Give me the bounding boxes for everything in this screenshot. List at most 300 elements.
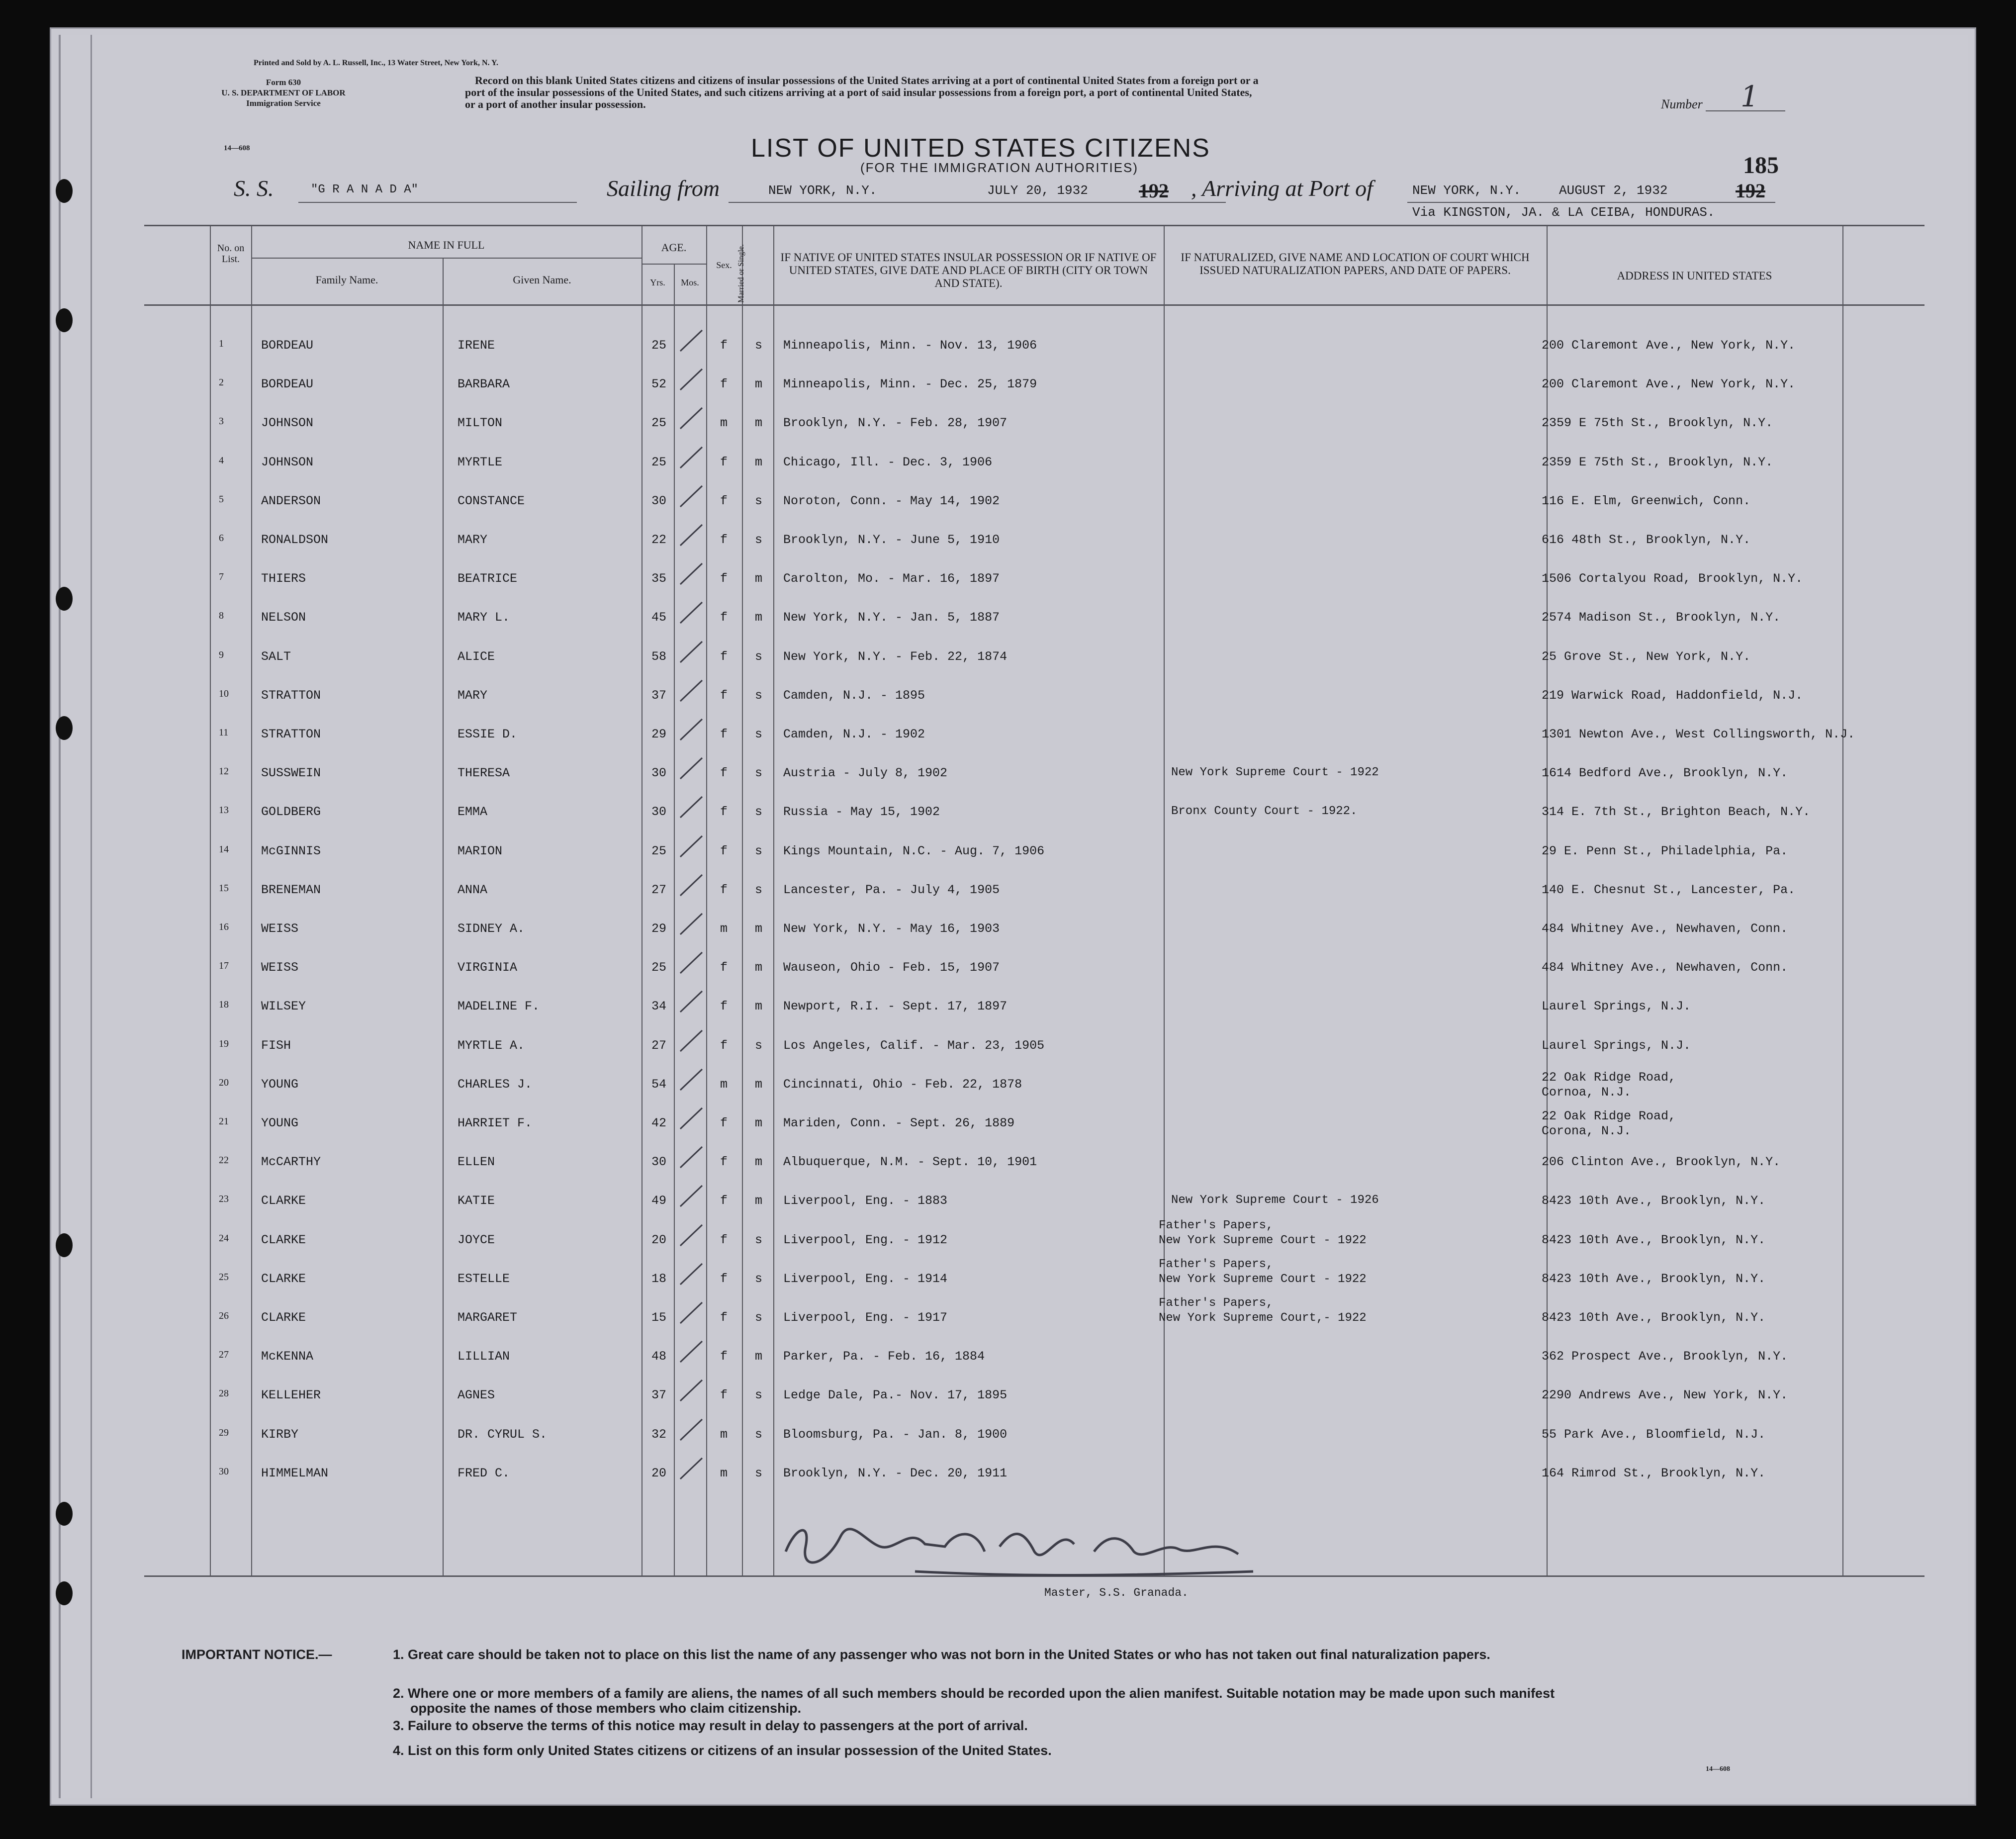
marital-status: s — [755, 1466, 763, 1480]
age-years: 20 — [651, 1466, 667, 1480]
sex: m — [720, 416, 728, 430]
address: 1506 Cortalyou Road, Brooklyn, N.Y. — [1542, 571, 1803, 586]
page-number: 185 — [1743, 152, 1779, 179]
sex: m — [720, 1077, 728, 1092]
marital-status: s — [755, 805, 763, 819]
address: 29 E. Penn St., Philadelphia, Pa. — [1542, 844, 1788, 858]
address: 2574 Madison St., Brooklyn, N.Y. — [1542, 610, 1781, 625]
form-code: 14—608 — [224, 144, 250, 152]
age-years: 30 — [651, 1155, 667, 1169]
check-tick-icon — [676, 405, 706, 435]
age-years: 25 — [651, 960, 667, 975]
age-years: 25 — [651, 844, 667, 858]
printer-line: Printed and Sold by A. L. Russell, Inc., 13 Water Street, New York, N. Y. — [254, 59, 499, 67]
row-number: 7 — [219, 571, 224, 582]
family-name: NELSON — [261, 610, 306, 625]
row-number: 16 — [219, 921, 229, 932]
check-tick-icon — [676, 639, 706, 668]
binder-hole — [56, 587, 73, 611]
age-years: 30 — [651, 766, 667, 780]
address: Laurel Springs, N.J. — [1542, 999, 1691, 1013]
age-years: 48 — [651, 1349, 667, 1364]
row-number: 4 — [219, 455, 224, 466]
age-years: 25 — [651, 338, 667, 353]
sex: f — [720, 571, 728, 586]
row-number: 12 — [219, 766, 229, 777]
birth-place-date: Brooklyn, N.Y. - June 5, 1910 — [783, 533, 1000, 547]
col-divider — [674, 264, 675, 1576]
birth-place-date: Ledge Dale, Pa.- Nov. 17, 1895 — [783, 1388, 1008, 1402]
given-name: MARY — [458, 533, 488, 547]
naturalization-court: New York Supreme Court,- 1922 — [1159, 1311, 1367, 1325]
row-number: 24 — [219, 1233, 229, 1244]
marital-status: s — [755, 1310, 763, 1325]
family-name: BORDEAU — [261, 377, 314, 391]
family-name: JOHNSON — [261, 416, 314, 430]
arriving-port: NEW YORK, N.Y. — [1412, 183, 1521, 198]
sex: f — [720, 766, 728, 780]
check-tick-icon — [676, 1222, 706, 1252]
given-name: JOYCE — [458, 1233, 495, 1247]
row-number: 18 — [219, 999, 229, 1010]
sex: f — [720, 1194, 728, 1208]
age-years: 58 — [651, 649, 667, 664]
birth-place-date: Austria - July 8, 1902 — [783, 766, 948, 780]
family-name: CLARKE — [261, 1233, 306, 1247]
given-name: IRENE — [458, 338, 495, 353]
address: 616 48th St., Brooklyn, N.Y. — [1542, 533, 1751, 547]
sex: m — [720, 921, 728, 936]
given-name: MARY — [458, 688, 488, 703]
birth-place-date: Chicago, Ill. - Dec. 3, 1906 — [783, 455, 993, 469]
sex: f — [720, 455, 728, 469]
address: 25 Grove St., New York, N.Y. — [1542, 649, 1751, 664]
col-divider — [251, 225, 252, 1576]
col-mos: Mos. — [681, 277, 699, 287]
family-name: WEISS — [261, 921, 299, 936]
sex: f — [720, 610, 728, 625]
family-name: RONALDSON — [261, 533, 329, 547]
birth-place-date: Camden, N.J. - 1895 — [783, 688, 925, 703]
given-name: EMMA — [458, 805, 488, 819]
age-years: 25 — [651, 455, 667, 469]
marital-status: m — [755, 960, 763, 975]
address: 140 E. Chesnut St., Lancester, Pa. — [1542, 883, 1796, 897]
family-name: YOUNG — [261, 1116, 299, 1130]
marital-status: m — [755, 1116, 763, 1130]
age-years: 30 — [651, 805, 667, 819]
col-yrs: Yrs. — [650, 277, 665, 287]
address: 362 Prospect Ave., Brooklyn, N.Y. — [1542, 1349, 1788, 1364]
family-name: McCARTHY — [261, 1155, 321, 1169]
check-tick-icon — [676, 911, 706, 940]
birth-place-date: Los Angeles, Calif. - Mar. 23, 1905 — [783, 1038, 1045, 1053]
col-divider — [706, 225, 707, 1576]
family-name: McKENNA — [261, 1349, 314, 1364]
age-years: 15 — [651, 1310, 667, 1325]
check-tick-icon — [676, 1066, 706, 1096]
family-name: GOLDBERG — [261, 805, 321, 819]
birth-place-date: Camden, N.J. - 1902 — [783, 727, 925, 741]
binder-hole — [56, 1233, 73, 1257]
naturalization-court: New York Supreme Court - 1922 — [1159, 1273, 1367, 1286]
department: U. S. DEPARTMENT OF LABOR — [221, 88, 346, 97]
sex: f — [720, 1388, 728, 1402]
name-subhead-rule — [251, 258, 641, 259]
binder-hole — [56, 716, 73, 740]
row-number: 9 — [219, 649, 224, 660]
binder-hole — [56, 179, 73, 203]
given-name: MYRTLE A. — [458, 1038, 525, 1053]
col-sex: Sex. — [716, 260, 732, 270]
given-name: THERESA — [458, 766, 510, 780]
address: 164 Rimrod St., Brooklyn, N.Y. — [1542, 1466, 1766, 1480]
arriving-underline — [1407, 202, 1775, 203]
address: 2290 Andrews Ave., New York, N.Y. — [1542, 1388, 1788, 1402]
address: 8423 10th Ave., Brooklyn, N.Y. — [1542, 1194, 1766, 1208]
sex: f — [720, 999, 728, 1013]
birth-place-date: Noroton, Conn. - May 14, 1902 — [783, 494, 1000, 508]
birth-place-date: Albuquerque, N.M. - Sept. 10, 1901 — [783, 1155, 1037, 1169]
birth-place-date: Mariden, Conn. - Sept. 26, 1889 — [783, 1116, 1015, 1130]
row-number: 8 — [219, 610, 224, 621]
family-name: STRATTON — [261, 727, 321, 741]
address: 8423 10th Ave., Brooklyn, N.Y. — [1542, 1272, 1766, 1286]
sex: f — [720, 649, 728, 664]
col-no-on-list: No. on List. — [217, 243, 245, 265]
check-tick-icon — [676, 988, 706, 1018]
address: Laurel Springs, N.J. — [1542, 1038, 1691, 1053]
given-name: BEATRICE — [458, 571, 518, 586]
age-years: 54 — [651, 1077, 667, 1092]
arriving-date: AUGUST 2, 1932 — [1559, 183, 1668, 198]
birth-place-date: New York, N.Y. - Jan. 5, 1887 — [783, 610, 1000, 625]
row-number: 14 — [219, 844, 229, 855]
family-name: BRENEMAN — [261, 883, 321, 897]
age-years: 20 — [651, 1233, 667, 1247]
marital-status: s — [755, 1233, 763, 1247]
table-top-rule — [144, 225, 1924, 226]
family-name: THIERS — [261, 571, 306, 586]
sex: f — [720, 688, 728, 703]
given-name: KATIE — [458, 1194, 495, 1208]
table-header-rule — [144, 304, 1924, 306]
binder-hole — [56, 1502, 73, 1526]
marital-status: s — [755, 844, 763, 858]
marital-status: s — [755, 883, 763, 897]
col-divider — [1164, 225, 1165, 1576]
marital-status: s — [755, 1038, 763, 1053]
given-name: HARRIET F. — [458, 1116, 533, 1130]
row-number: 3 — [219, 416, 224, 427]
sex: f — [720, 1272, 728, 1286]
record-note-3: or a port of another insular possession. — [465, 98, 646, 110]
record-note-2: port of the insular possessions of the United States, and such citizens arriving at a port of said insular possessions from a foreign port, a port of continental United States, — [465, 86, 1252, 98]
sex: f — [720, 1233, 728, 1247]
birth-place-date: Minneapolis, Minn. - Dec. 25, 1879 — [783, 377, 1037, 391]
age-years: 27 — [651, 1038, 667, 1053]
address: 219 Warwick Road, Haddonfield, N.J. — [1542, 688, 1803, 703]
row-number: 1 — [219, 338, 224, 349]
family-name: BORDEAU — [261, 338, 314, 353]
master-caption: Master, S.S. Granada. — [1044, 1586, 1189, 1599]
marital-status: s — [755, 766, 763, 780]
marital-status: m — [755, 1194, 763, 1208]
given-name: CHARLES J. — [458, 1077, 533, 1092]
birth-place-date: Wauseon, Ohio - Feb. 15, 1907 — [783, 960, 1000, 975]
birth-place-date: Carolton, Mo. - Mar. 16, 1897 — [783, 571, 1000, 586]
check-tick-icon — [676, 327, 706, 357]
naturalization-court: New York Supreme Court - 1922 — [1171, 766, 1379, 779]
address: 314 E. 7th St., Brighton Beach, N.Y. — [1542, 805, 1811, 819]
row-number: 29 — [219, 1427, 229, 1438]
check-tick-icon — [676, 1144, 706, 1174]
address-line-2: Cornoa, N.J. — [1542, 1085, 1632, 1100]
age-years: 45 — [651, 610, 667, 625]
document-subtitle: (FOR THE IMMIGRATION AUTHORITIES) — [860, 160, 1139, 175]
family-name: HIMMELMAN — [261, 1466, 329, 1480]
notice-item-4: 4. List on this form only United States citizens or citizens of an insular possession of the United States. — [393, 1743, 1052, 1758]
birth-place-date: Parker, Pa. - Feb. 16, 1884 — [783, 1349, 985, 1364]
form-number: Form 630 — [266, 78, 301, 87]
sex: m — [720, 1466, 728, 1480]
row-number: 10 — [219, 688, 229, 699]
age-years: 37 — [651, 1388, 667, 1402]
naturalization-court: Father's Papers, — [1159, 1219, 1274, 1232]
family-name: KIRBY — [261, 1427, 299, 1442]
row-number: 30 — [219, 1466, 229, 1477]
row-number: 19 — [219, 1038, 229, 1049]
marital-status: m — [755, 1077, 763, 1092]
check-tick-icon — [676, 1338, 706, 1368]
age-years: 25 — [651, 416, 667, 430]
row-number: 15 — [219, 883, 229, 894]
naturalization-court: Bronx County Court - 1922. — [1171, 805, 1358, 818]
age-years: 35 — [651, 571, 667, 586]
given-name: VIRGINIA — [458, 960, 518, 975]
col-birth-place: IF NATIVE OF UNITED STATES INSULAR POSSESSION OR IF NATIVE OF UNITED STATES, GIVE DATE AND PLACE OF BIRTH (CITY OR TOWN AND STATE). — [780, 251, 1157, 289]
birth-place-date: Lancester, Pa. - July 4, 1905 — [783, 883, 1000, 897]
marital-status: s — [755, 649, 763, 664]
master-signature — [766, 1497, 1313, 1581]
age-years: 52 — [651, 377, 667, 391]
given-name: MARGARET — [458, 1310, 518, 1325]
sex: f — [720, 883, 728, 897]
birth-place-date: Liverpool, Eng. - 1914 — [783, 1272, 948, 1286]
naturalization-court: New York Supreme Court - 1926 — [1171, 1194, 1379, 1207]
check-tick-icon — [676, 949, 706, 979]
notice-item-2: 2. Where one or more members of a family are aliens, the names of all such members should be recorded upon the alien manifest. Suitable notation may be made upon such manifest — [393, 1686, 1555, 1701]
address: 22 Oak Ridge Road, — [1542, 1109, 1676, 1123]
check-tick-icon — [676, 560, 706, 590]
birth-place-date: Brooklyn, N.Y. - Dec. 20, 1911 — [783, 1466, 1008, 1480]
row-number: 26 — [219, 1310, 229, 1321]
row-number: 2 — [219, 377, 224, 388]
check-tick-icon — [676, 483, 706, 513]
marital-status: s — [755, 338, 763, 353]
address: 22 Oak Ridge Road, — [1542, 1070, 1676, 1085]
number-label: Number — [1661, 97, 1703, 111]
number-value: 1 — [1741, 80, 1759, 113]
age-years: 30 — [651, 494, 667, 508]
birth-place-date: Cincinnati, Ohio - Feb. 22, 1878 — [783, 1077, 1022, 1092]
address: 8423 10th Ave., Brooklyn, N.Y. — [1542, 1310, 1766, 1325]
marital-status: s — [755, 1388, 763, 1402]
address: 1614 Bedford Ave., Brooklyn, N.Y. — [1542, 766, 1788, 780]
check-tick-icon — [676, 1027, 706, 1057]
given-name: SIDNEY A. — [458, 921, 525, 936]
sex: f — [720, 1349, 728, 1364]
age-years: 29 — [651, 727, 667, 741]
given-name: CONSTANCE — [458, 494, 525, 508]
check-tick-icon — [676, 1299, 706, 1329]
address: 200 Claremont Ave., New York, N.Y. — [1542, 338, 1796, 353]
ship-name: "G R A N A D A" — [311, 183, 419, 196]
given-name: DR. CYRUL S. — [458, 1427, 548, 1442]
birth-place-date: Newport, R.I. - Sept. 17, 1897 — [783, 999, 1008, 1013]
marital-status: m — [755, 416, 763, 430]
family-name: KELLEHER — [261, 1388, 321, 1402]
check-tick-icon — [676, 1105, 706, 1135]
row-number: 13 — [219, 805, 229, 816]
address: 2359 E 75th St., Brooklyn, N.Y. — [1542, 455, 1773, 469]
row-number: 22 — [219, 1155, 229, 1166]
sex: f — [720, 1155, 728, 1169]
col-divider — [443, 258, 444, 1576]
address: 200 Claremont Ave., New York, N.Y. — [1542, 377, 1796, 391]
age-years: 42 — [651, 1116, 667, 1130]
check-tick-icon — [676, 1261, 706, 1290]
age-years: 27 — [651, 883, 667, 897]
naturalization-court: Father's Papers, — [1159, 1296, 1274, 1310]
given-name: ANNA — [458, 883, 488, 897]
given-name: BARBARA — [458, 377, 510, 391]
address: 116 E. Elm, Greenwich, Conn. — [1542, 494, 1751, 508]
sex: f — [720, 805, 728, 819]
birth-place-date: Kings Mountain, N.C. - Aug. 7, 1906 — [783, 844, 1045, 858]
col-name-in-full: NAME IN FULL — [408, 239, 485, 251]
binder-hole — [56, 308, 73, 332]
family-name: WILSEY — [261, 999, 306, 1013]
marital-status: s — [755, 533, 763, 547]
footer-form-code: 14—608 — [1706, 1765, 1730, 1773]
birth-place-date: Liverpool, Eng. - 1912 — [783, 1233, 948, 1247]
col-divider — [1842, 225, 1843, 1576]
sex: f — [720, 377, 728, 391]
age-years: 18 — [651, 1272, 667, 1286]
check-tick-icon — [676, 872, 706, 902]
check-tick-icon — [676, 833, 706, 863]
check-tick-icon — [676, 1416, 706, 1446]
ship-underline — [298, 202, 577, 203]
sailing-port: NEW YORK, N.Y. — [768, 183, 877, 198]
family-name: YOUNG — [261, 1077, 299, 1092]
check-tick-icon — [676, 599, 706, 629]
col-divider — [641, 225, 642, 1576]
address: 484 Whitney Ave., Newhaven, Conn. — [1542, 960, 1788, 975]
sailing-year-struck: 192 — [1139, 180, 1169, 202]
age-years: 22 — [651, 533, 667, 547]
document-title: LIST OF UNITED STATES CITIZENS — [751, 134, 1210, 163]
given-name: ALICE — [458, 649, 495, 664]
row-number: 6 — [219, 533, 224, 544]
given-name: MARION — [458, 844, 503, 858]
given-name: MYRTLE — [458, 455, 503, 469]
service: Immigration Service — [246, 98, 321, 108]
via-route: Via KINGSTON, JA. & LA CEIBA, HONDURAS. — [1412, 205, 1715, 220]
birth-place-date: New York, N.Y. - May 16, 1903 — [783, 921, 1000, 936]
marital-status: m — [755, 1349, 763, 1364]
family-name: SALT — [261, 649, 291, 664]
given-name: ESTELLE — [458, 1272, 510, 1286]
marital-status: m — [755, 377, 763, 391]
row-number: 21 — [219, 1116, 229, 1127]
address: 484 Whitney Ave., Newhaven, Conn. — [1542, 921, 1788, 936]
col-divider — [210, 225, 211, 1576]
sex: f — [720, 844, 728, 858]
address: 2359 E 75th St., Brooklyn, N.Y. — [1542, 416, 1773, 430]
family-name: WEISS — [261, 960, 299, 975]
family-name: FISH — [261, 1038, 291, 1053]
age-years: 37 — [651, 688, 667, 703]
row-number: 5 — [219, 494, 224, 505]
row-number: 23 — [219, 1194, 229, 1204]
sex: f — [720, 533, 728, 547]
row-number: 17 — [219, 960, 229, 971]
address: 206 Clinton Ave., Brooklyn, N.Y. — [1542, 1155, 1781, 1169]
marital-status: s — [755, 1427, 763, 1442]
col-given-name: Given Name. — [513, 274, 571, 286]
record-note-1: Record on this blank United States citizens and citizens of insular possessions of the United States arriving at a port of continental United States from a foreign port or a — [475, 74, 1259, 87]
col-divider — [742, 225, 743, 1576]
family-name: McGINNIS — [261, 844, 321, 858]
row-number: 20 — [219, 1077, 229, 1088]
marital-status: m — [755, 1155, 763, 1169]
given-name: MADELINE F. — [458, 999, 540, 1013]
col-address: ADDRESS IN UNITED STATES — [1617, 270, 1772, 282]
check-tick-icon — [676, 677, 706, 707]
given-name: AGNES — [458, 1388, 495, 1402]
naturalization-court: New York Supreme Court - 1922 — [1159, 1234, 1367, 1247]
check-tick-icon — [676, 716, 706, 746]
family-name: CLARKE — [261, 1194, 306, 1208]
check-tick-icon — [676, 444, 706, 474]
marital-status: s — [755, 1272, 763, 1286]
check-tick-icon — [676, 522, 706, 552]
sex: f — [720, 1116, 728, 1130]
col-family-name: Family Name. — [315, 274, 378, 286]
sex: f — [720, 960, 728, 975]
naturalization-court: Father's Papers, — [1159, 1258, 1274, 1271]
address: 1301 Newton Ave., West Collingsworth, N.J. — [1542, 727, 1855, 741]
check-tick-icon — [676, 1183, 706, 1212]
notice-label: IMPORTANT NOTICE.— — [182, 1647, 332, 1662]
address: 8423 10th Ave., Brooklyn, N.Y. — [1542, 1233, 1766, 1247]
ss-label: S. S. — [234, 176, 274, 201]
age-years: 34 — [651, 999, 667, 1013]
family-name: JOHNSON — [261, 455, 314, 469]
sex: m — [720, 1427, 728, 1442]
check-tick-icon — [676, 1377, 706, 1407]
marital-status: m — [755, 455, 763, 469]
family-name: ANDERSON — [261, 494, 321, 508]
given-name: ELLEN — [458, 1155, 495, 1169]
row-number: 28 — [219, 1388, 229, 1399]
binder-hole — [56, 1581, 73, 1605]
birth-place-date: Minneapolis, Minn. - Nov. 13, 1906 — [783, 338, 1037, 353]
arriving-year-struck: 192 — [1736, 180, 1765, 202]
sex: f — [720, 1310, 728, 1325]
